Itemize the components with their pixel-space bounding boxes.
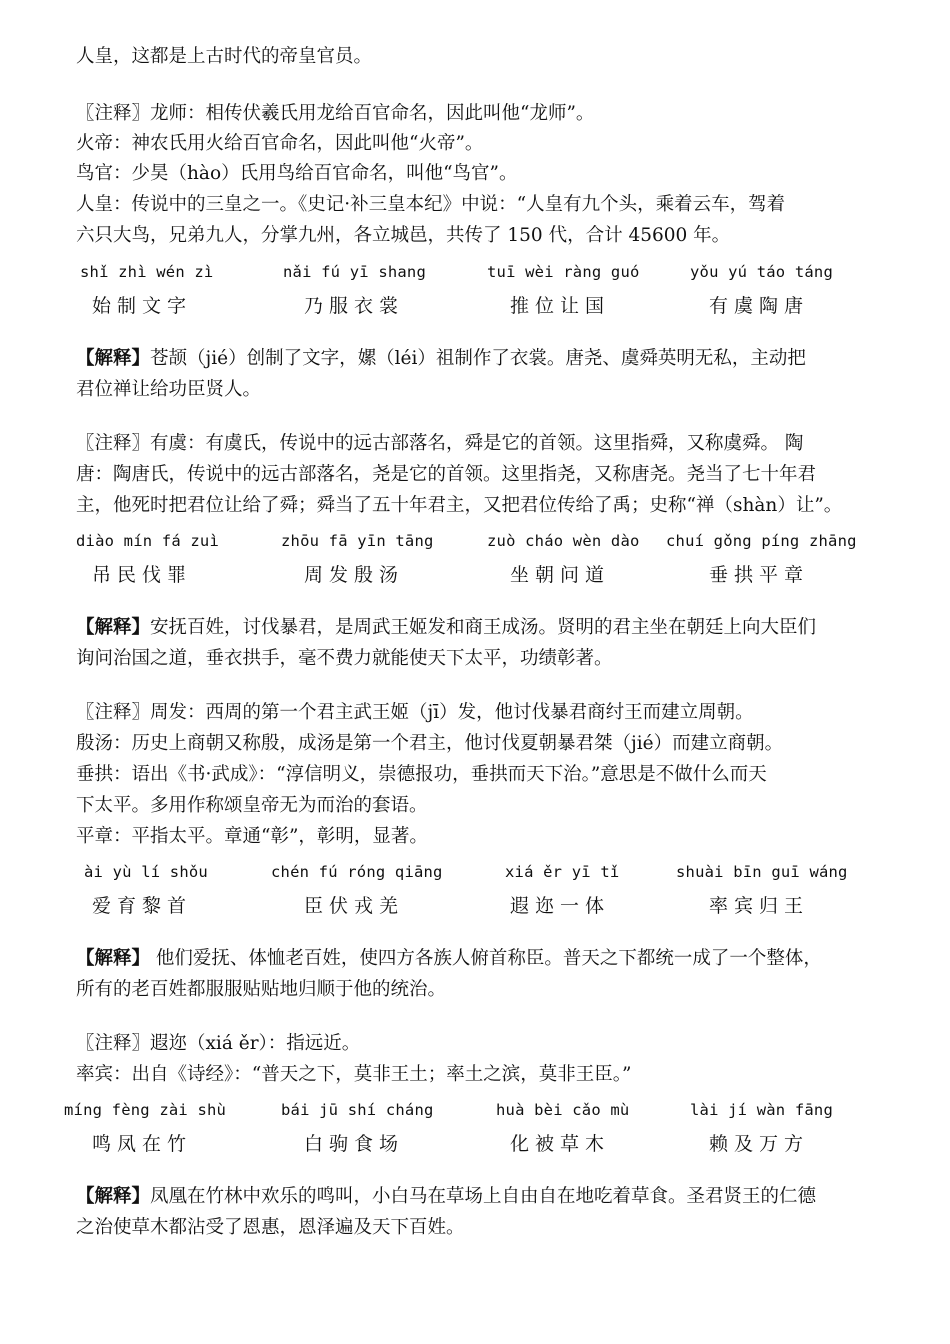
explain-line: 【解释】凤凰在竹林中欢乐的鸣叫，小白马在草场上自由自在地吃着草食。圣君贤王的仁德: [76, 1186, 817, 1207]
pinyin-phrase: lài jí wàn fāng: [690, 1101, 833, 1119]
chinese-phrase: 赖及万方: [709, 1133, 810, 1155]
note-line: 六只大鸟，兄弟九人，分掌九州，各立城邑，共传了 150 代，合计 45600 年。: [76, 225, 731, 246]
pinyin-phrase: huà bèi cǎo mù: [496, 1101, 630, 1119]
pinyin-phrase: zuò cháo wèn dào: [487, 532, 640, 550]
note-line: 〖注释〗周发：西周的第一个君主武王姬（jī）发，他讨伐暴君商纣王而建立周朝。: [76, 702, 754, 723]
note-line: 率宾：出自《诗经》：“普天之下，莫非王土；率土之滨，莫非王臣。”: [76, 1064, 632, 1085]
intro-line: 人皇，这都是上古时代的帝皇官员。: [76, 46, 373, 67]
chinese-phrase: 乃服衣裳: [304, 295, 405, 317]
chinese-phrase: 周发殷汤: [304, 564, 405, 586]
explain-line: 【解释】苍颉（jié）创制了文字，嫘（léi）祖制作了衣裳。唐尧、虞舜英明无私，主动把: [76, 348, 806, 369]
pinyin-phrase: shuài bīn guī wáng: [676, 863, 848, 881]
pinyin-phrase: nǎi fú yī shang: [283, 263, 426, 281]
pinyin-phrase: shǐ zhì wén zì: [80, 263, 214, 281]
pinyin-phrase: xiá ěr yī tǐ: [505, 863, 620, 881]
pinyin-phrase: zhōu fā yīn tāng: [281, 532, 434, 550]
chinese-phrase: 化被草木: [510, 1133, 611, 1155]
pinyin-phrase: ài yù lí shǒu: [84, 863, 208, 881]
note-line: 殷汤：历史上商朝又称殷，成汤是第一个君主，他讨伐夏朝暴君桀（jié）而建立商朝。: [76, 733, 784, 754]
pinyin-phrase: bái jū shí cháng: [281, 1101, 434, 1119]
note-line: 下太平。多用作称颂皇帝无为而治的套语。: [76, 795, 428, 816]
note-line: 〖注释〗有虞：有虞氏，传说中的远古部落名，舜是它的首领。这里指舜，又称虞舜。 陶: [76, 433, 804, 454]
note-line: 〖注释〗龙师：相传伏羲氏用龙给百官命名，因此叫他“龙师”。: [76, 103, 595, 124]
explain-line: 之治使草木都沾受了恩惠，恩泽遍及天下百姓。: [76, 1217, 465, 1238]
note-line: 鸟官：少昊（hào）氏用鸟给百官命名，叫他“鸟官”。: [76, 163, 518, 184]
chinese-phrase: 吊民伐罪: [92, 564, 193, 586]
note-line: 唐：陶唐氏，传说中的远古部落名，尧是它的首领。这里指尧，又称唐尧。尧当了七十年君: [76, 464, 817, 485]
chinese-phrase: 推位让国: [510, 295, 611, 317]
chinese-phrase: 白驹食场: [304, 1133, 405, 1155]
pinyin-phrase: míng fèng zài shù: [64, 1101, 227, 1119]
explain-line: 所有的老百姓都服服贴贴地归顺于他的统治。: [76, 979, 447, 1000]
note-line: 垂拱：语出《书·武成》：“淳信明义，崇德报功，垂拱而天下治。”意思是不做什么而天: [76, 764, 767, 785]
chinese-phrase: 率宾归王: [709, 895, 810, 917]
chinese-phrase: 臣伏戎羌: [304, 895, 405, 917]
chinese-phrase: 坐朝问道: [510, 564, 611, 586]
chinese-phrase: 鸣凤在竹: [92, 1133, 193, 1155]
chinese-phrase: 爱育黎首: [92, 895, 193, 917]
explain-line: 【解释】 他们爱抚、体恤老百姓，使四方各族人俯首称臣。普天之下都统一成了一个整体，: [76, 948, 822, 969]
chinese-phrase: 有虞陶唐: [709, 295, 810, 317]
note-line: 平章：平指太平。章通“彰”，彰明，显著。: [76, 826, 428, 847]
explain-line: 询问治国之道，垂衣拱手，毫不费力就能使天下太平，功绩彰著。: [76, 648, 613, 669]
pinyin-phrase: tuī wèi ràng guó: [487, 263, 640, 281]
explain-line: 【解释】安抚百姓，讨伐暴君，是周武王姬发和商王成汤。贤明的君主坐在朝廷上向大臣们: [76, 617, 817, 638]
explain-line: 君位禅让给功臣贤人。: [76, 379, 262, 400]
note-line: 〖注释〗遐迩（xiá ěr）：指远近。: [76, 1033, 361, 1054]
note-line: 火帝：神农氏用火给百官命名，因此叫他“火帝”。: [76, 133, 484, 154]
note-line: 主，他死时把君位让给了舜；舜当了五十年君主，又把君位传给了禹；史称“禅（shàn）让”。: [76, 495, 843, 516]
chinese-phrase: 始制文字: [92, 295, 193, 317]
pinyin-phrase: yǒu yú táo táng: [690, 263, 833, 281]
pinyin-phrase: chén fú róng qiāng: [271, 863, 443, 881]
chinese-phrase: 遐迩一体: [510, 895, 611, 917]
chinese-phrase: 垂拱平章: [709, 564, 810, 586]
pinyin-phrase: chuí gǒng píng zhāng: [666, 532, 857, 550]
note-line: 人皇：传说中的三皇之一。《史记·补三皇本纪》中说：“人皇有九个头，乘着云车，驾着: [76, 194, 786, 215]
pinyin-phrase: diào mín fá zuì: [76, 532, 219, 550]
